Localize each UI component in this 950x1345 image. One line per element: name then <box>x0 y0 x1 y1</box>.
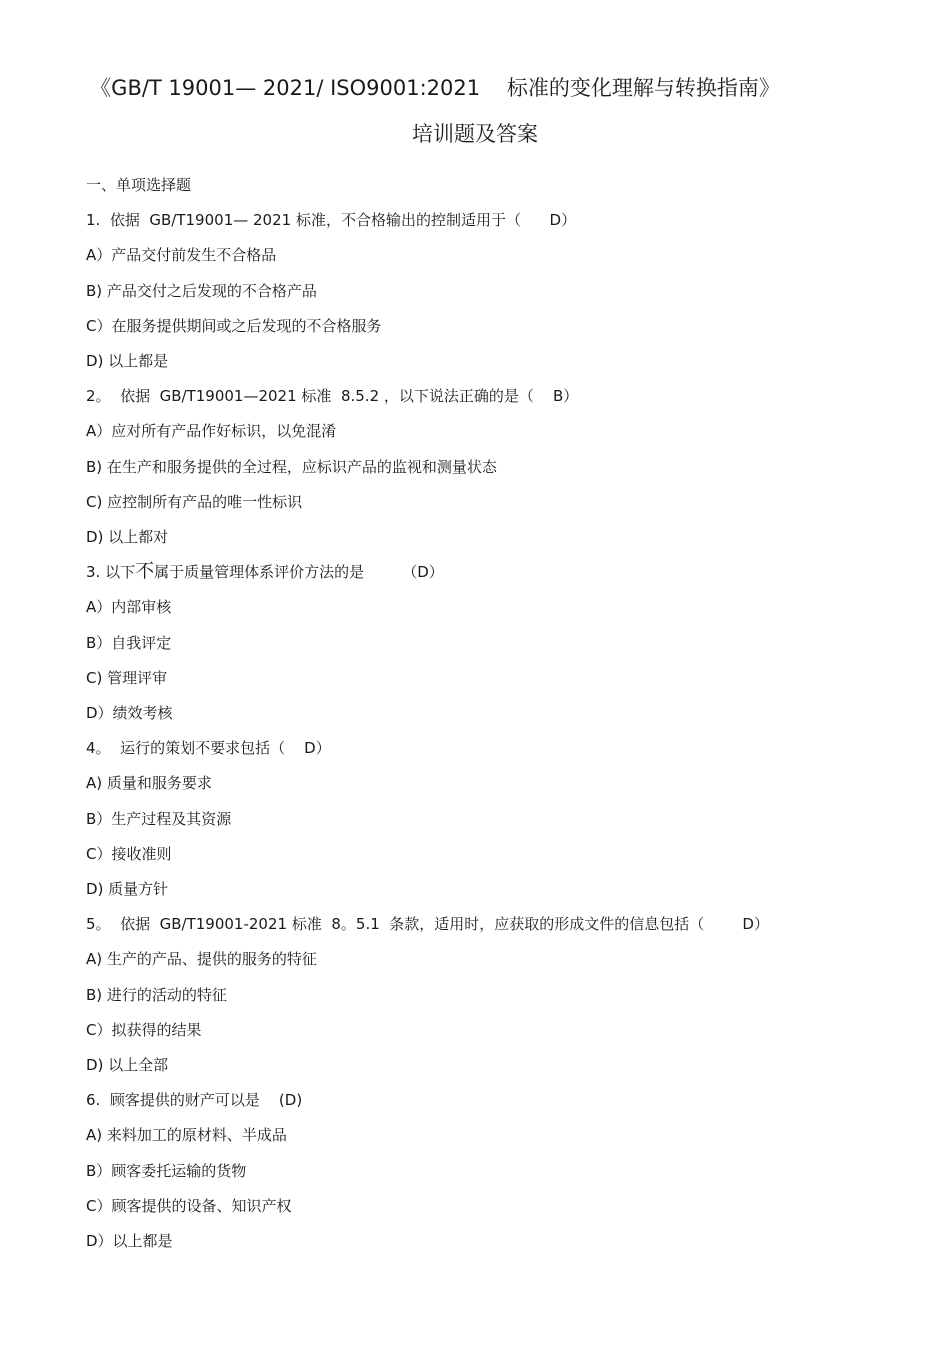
question-1-stem: 1. 依据 GB/T19001— 2021 标准，不合格输出的控制适用于（ D） <box>86 211 577 229</box>
question-3-option-c: C) 管理评审 <box>86 669 168 687</box>
question-5-option-b: B) 进行的活动的特征 <box>86 986 227 1004</box>
question-3-option-b: B）自我评定 <box>86 634 172 652</box>
question-2-option-a: A）应对所有产品作好标识，以免混淆 <box>86 422 337 440</box>
document-title: 《GB/T 19001— 2021/ ISO9001:2021 标准的变化理解与转换指南》 <box>90 76 780 100</box>
question-6-option-d: D）以上都是 <box>86 1232 173 1250</box>
question-3-stem-prefix: 3. 以下 <box>86 563 136 581</box>
question-1-option-b: B) 产品交付之后发现的不合格产品 <box>86 282 317 300</box>
question-3-stem-emphasis: 不 <box>135 560 155 582</box>
question-6-option-c: C）顾客提供的设备、知识产权 <box>86 1197 292 1215</box>
question-2-option-c: C) 应控制所有产品的唯一性标识 <box>86 493 303 511</box>
question-1-option-c: C）在服务提供期间或之后发现的不合格服务 <box>86 317 382 335</box>
question-5-stem: 5。 依据 GB/T19001-2021 标准 8。5.1 条款，适用时，应获取的形成文件的信息包括（ D） <box>86 915 769 933</box>
question-4-stem: 4。 运行的策划不要求包括（ D） <box>86 739 331 757</box>
question-1-option-d: D) 以上都是 <box>86 352 169 370</box>
question-2-option-d: D) 以上都对 <box>86 528 169 546</box>
question-2-stem: 2。 依据 GB/T19001—2021 标准 8.5.2 ，以下说法正确的是（ B） <box>86 387 579 405</box>
question-4-option-c: C）接收准则 <box>86 845 172 863</box>
question-3-option-d: D）绩效考核 <box>86 704 173 722</box>
question-3-stem-suffix: 属于质量管理体系评价方法的是 （D） <box>154 563 444 581</box>
question-4-option-b: B）生产过程及其资源 <box>86 810 232 828</box>
question-1-option-a: A）产品交付前发生不合格品 <box>86 246 277 264</box>
question-5-option-d: D) 以上全部 <box>86 1056 169 1074</box>
question-5-option-a: A) 生产的产品、提供的服务的特征 <box>86 950 317 968</box>
question-2-option-b: B) 在生产和服务提供的全过程，应标识产品的监视和测量状态 <box>86 458 497 476</box>
question-6-option-a: A) 来料加工的原材料、半成品 <box>86 1126 287 1144</box>
document-subtitle: 培训题及答案 <box>412 122 538 146</box>
question-6-stem: 6. 顾客提供的财产可以是 (D) <box>86 1091 303 1109</box>
section-heading: 一、单项选择题 <box>86 176 192 194</box>
question-4-option-d: D) 质量方针 <box>86 880 169 898</box>
question-3-stem <box>86 561 444 582</box>
question-3-option-a: A）内部审核 <box>86 598 172 616</box>
question-4-option-a: A) 质量和服务要求 <box>86 774 212 792</box>
question-5-option-c: C）拟获得的结果 <box>86 1021 202 1039</box>
question-6-option-b: B）顾客委托运输的货物 <box>86 1162 247 1180</box>
